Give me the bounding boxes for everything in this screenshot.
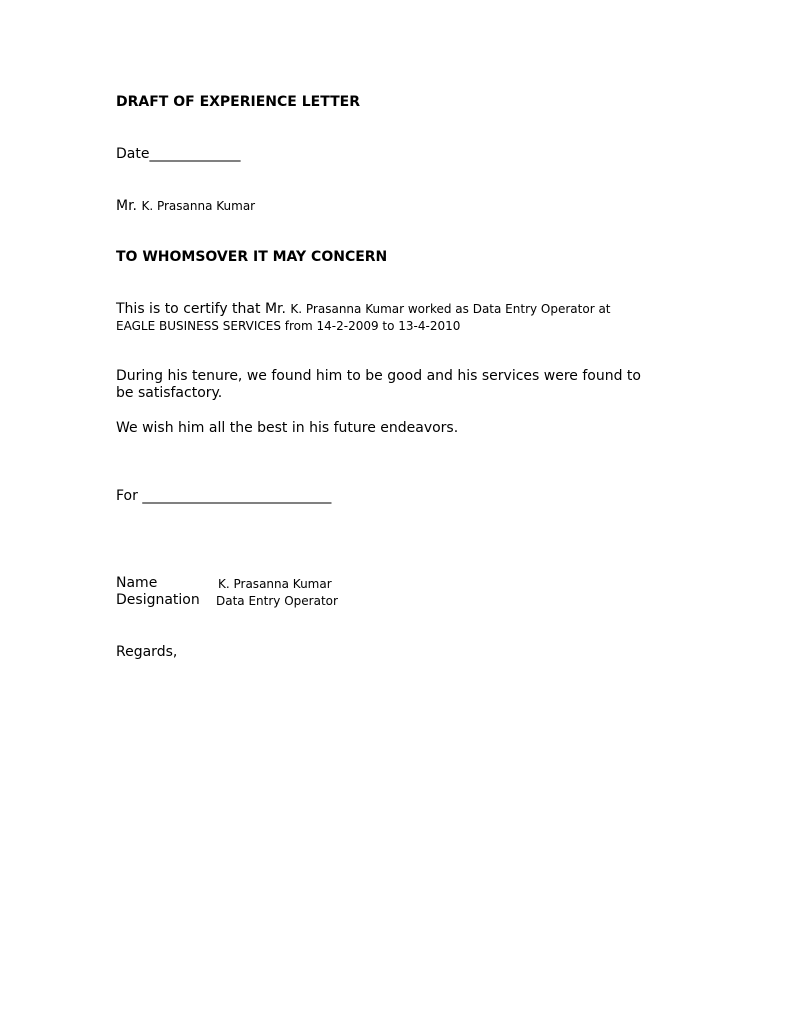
name-label: Name	[116, 575, 158, 591]
certify-line-2: EAGLE BUSINESS SERVICES from 14-2-2009 to 13-4-2010	[116, 319, 461, 333]
tenure-line-1: During his tenure, we found him to be good and his services were found to	[116, 368, 641, 384]
certify-line-1-rest: K. Prasanna Kumar worked as Data Entry Operator at	[290, 302, 611, 316]
date-line: Date_____________	[116, 146, 241, 162]
tenure-line-2: be satisfactory.	[116, 385, 223, 401]
name-value: K. Prasanna Kumar	[218, 577, 332, 591]
letter-heading: DRAFT OF EXPERIENCE LETTER	[116, 94, 360, 110]
closing-line: Regards,	[116, 644, 178, 660]
designation-label: Designation	[116, 592, 200, 608]
designation-value: Data Entry Operator	[216, 594, 338, 608]
concern-heading: TO WHOMSOVER IT MAY CONCERN	[116, 249, 388, 265]
certify-line-1	[116, 301, 611, 318]
certify-intro: This is to certify that Mr.	[116, 301, 286, 317]
recipient-line	[116, 198, 255, 215]
wishes-line: We wish him all the best in his future endeavors.	[116, 420, 459, 436]
salutation-prefix: Mr.	[116, 198, 137, 214]
recipient-name: K. Prasanna Kumar	[141, 199, 256, 213]
for-line: For ___________________________	[116, 488, 332, 504]
